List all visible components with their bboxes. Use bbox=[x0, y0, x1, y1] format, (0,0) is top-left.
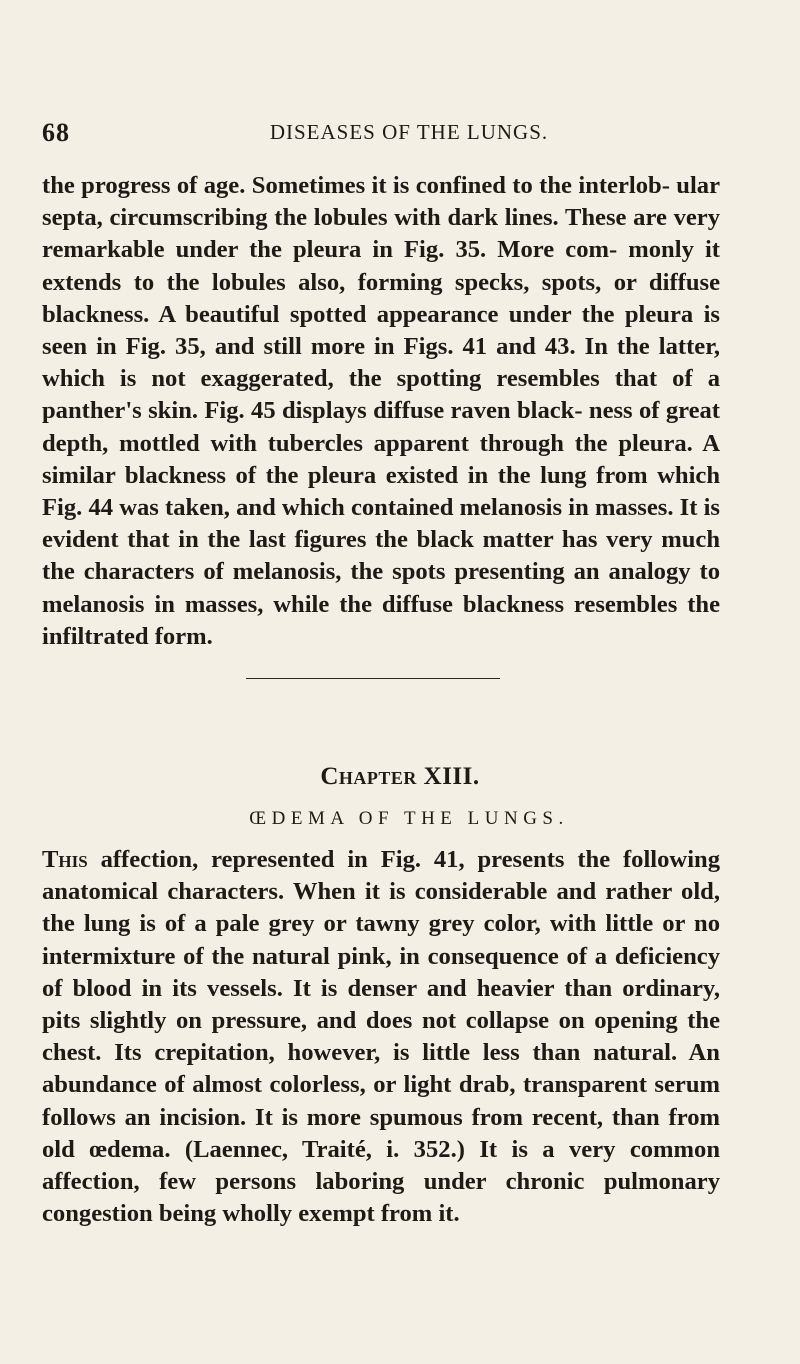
paragraph-2 bbox=[42, 844, 720, 1230]
paragraph-lead-word: This bbox=[42, 846, 88, 873]
chapter-title: ŒDEMA OF THE LUNGS. bbox=[249, 808, 569, 829]
section-divider bbox=[246, 678, 500, 679]
running-title: DISEASES OF THE LUNGS. bbox=[269, 120, 549, 144]
page-number: 68 bbox=[42, 118, 70, 147]
paragraph-1: the progress of age. Sometimes it is confined to the interlob- ular septa, circumscribing the lobules with dark lines. These are very remarkable under the pleura in Fig. 35. More com- monly it extends to the lobules also, forming specks, spots, or diffuse blackness. A beautiful spotted appearance under the pleura is seen in Fig. 35, and still more in Figs. 41 and 43. In the latter, which is not exaggerated, the spotting resembles that of a panther's skin. Fig. 45 displays diffuse raven black- ness of great depth, mottled with tubercles apparent through the pleura. A similar blackness of the pleura existed in the lung from which Fig. 44 was taken, and which contained melanosis in masses. It is evident that in the last figures the black matter has very much the characters of melanosis, the spots presenting an analogy to melanosis in masses, while the diffuse blackness resembles the infiltrated form. bbox=[42, 172, 720, 650]
running-head bbox=[42, 118, 742, 154]
paragraph-2-text: affection, represented in Fig. 41, presents the following anatomical characters. When it is considerable and rather old, the lung is of a pale grey or tawny grey color, with little or no intermixture of the natural pink, in consequence of a deficiency of blood in its vessels. It is denser and heavier than ordinary, pits slightly on pressure, and does not collapse on opening the chest. Its crepitation, however, is little less than natural. An abundance of almost colorless, or light drab, transparent serum follows an incision. It is more spumous from recent, than from old œdema. (Laennec, Traité, i. 352.) It is a very common affection, few persons laboring under chronic pulmonary congestion being wholly exempt from it. bbox=[42, 846, 720, 1228]
chapter-heading: Chapter XIII. bbox=[320, 763, 480, 790]
